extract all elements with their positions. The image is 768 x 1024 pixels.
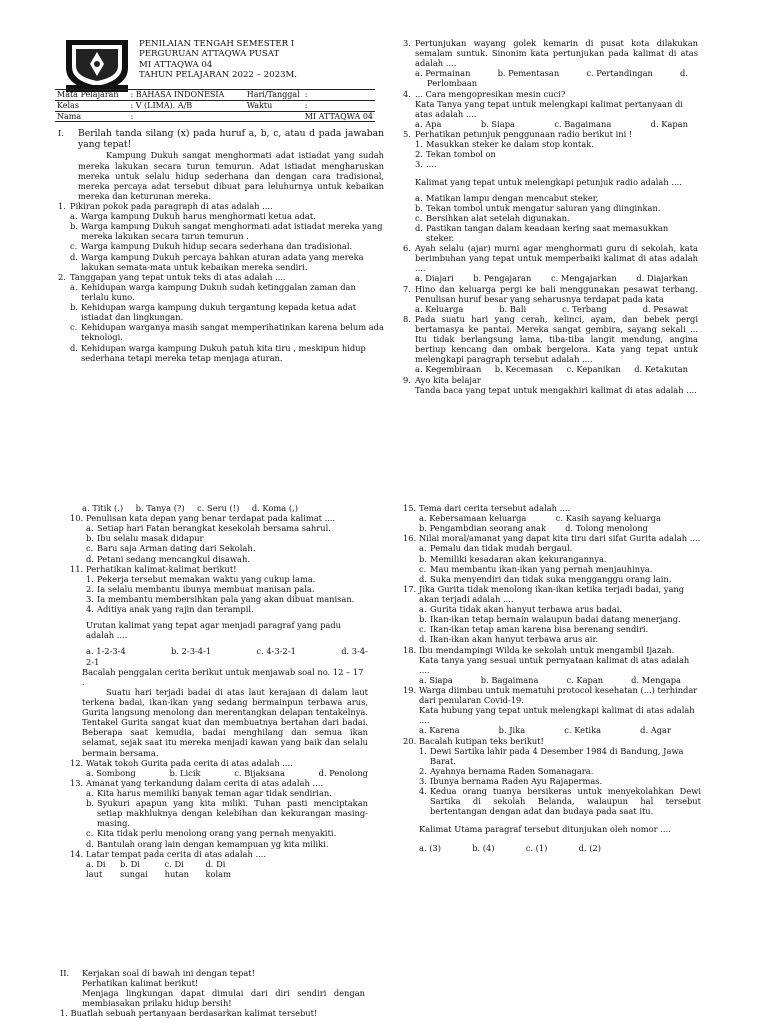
option-text: Warga kampung Dukuh hidup secara sederhana dan tradisional. <box>81 241 353 252</box>
question-5 <box>403 129 698 243</box>
question-text: Ayah selalu (ajar) murni agar menghormati guru di sekolah, kata berimbuhan yang tepat untuk memperbaiki kalimat di atas adalah .... <box>415 243 698 274</box>
option-text: Warga kampung Dukuh percaya bahkan aturan adata yang mereka lakukan semata-mata untuk kebaikan mereka sendiri. <box>81 251 364 272</box>
answer-option[interactable]: 2-1 <box>86 656 100 667</box>
option-letter: b. <box>70 221 78 232</box>
question-number: 10. <box>70 513 84 524</box>
question-number: 11. <box>70 563 84 574</box>
question-number: 20. <box>403 735 417 746</box>
info-value: : V (LIMA). A/B <box>128 100 244 111</box>
answer-option[interactable]: a. Titik (.) <box>82 503 124 513</box>
answer-option[interactable] <box>415 213 698 223</box>
answer-option[interactable] <box>70 252 384 272</box>
option-row <box>86 646 368 656</box>
option-row <box>415 273 698 283</box>
answer-option[interactable] <box>419 634 701 644</box>
question-subtext: Kata tanya yang sesuai untuk pernyataan kalimat di atas adalah .... <box>419 654 690 675</box>
option-text: Mau membantu ikan-ikan yang pernah menjauhinya. <box>430 563 653 574</box>
question-number: 14. <box>70 848 84 859</box>
step-text: Ibunya bernama Raden Ayu Rajapermas. <box>430 775 603 786</box>
question-subtext: Kalimat Utama paragraf tersebut ditunjukan oleh nomor .... <box>419 824 671 835</box>
answer-option[interactable] <box>86 828 368 838</box>
passage-intro: Bacalah penggalan cerita berikut untuk menjawab soal no. 12 – 17 . <box>82 666 364 687</box>
section-instruction: Perhatikan kalimat berikut! <box>82 978 199 989</box>
question-15 <box>403 503 701 533</box>
questions-3-9-column <box>403 38 698 395</box>
question-text: Nilai moral/amanat yang dapat kita tiru dari sifat Gurita adalah .... <box>419 533 701 544</box>
answer-option[interactable]: b. Pementasan <box>497 68 560 79</box>
essay-question-1: 1. Buatlah sebuah pertanyaan berdasarkan kalimat tersebut! <box>60 1008 318 1019</box>
option-row <box>419 843 701 853</box>
question-number: 2. <box>58 271 66 282</box>
question-text: Pikiran pokok pada paragraph di atas adalah .... <box>70 200 273 211</box>
answer-option[interactable]: a. Kegembiraan <box>415 364 482 375</box>
answer-option[interactable]: d. Pesawat <box>642 303 688 314</box>
answer-option[interactable]: c. Kapan <box>566 674 604 685</box>
answer-option[interactable]: a. Diajari <box>415 273 454 284</box>
answer-option[interactable] <box>419 543 701 553</box>
option-text: Bersihkan alat setelah digunakan. <box>426 212 570 223</box>
option-letter: a. <box>86 787 94 798</box>
option-letter: b. <box>419 553 427 564</box>
step-text: .... <box>426 159 437 170</box>
student-info-table <box>55 89 375 122</box>
answer-option[interactable]: d. Agar <box>640 725 671 736</box>
question-subtext: Tanda baca yang tepat untuk mengakhiri kalimat di atas adalah .... <box>415 384 697 395</box>
step-number: 2. <box>86 583 94 594</box>
question-subtext: Urutan kalimat yang tepat agar menjadi paragraf yang padu adalah .... <box>86 620 342 641</box>
answer-option[interactable] <box>86 543 368 553</box>
option-letter: d. <box>419 573 427 584</box>
option-letter: c. <box>70 322 78 333</box>
answer-option[interactable]: b. Bagaimana <box>480 674 539 685</box>
option-letter: a. <box>70 281 78 292</box>
question-text: Pada suatu hari yang cerah, kelinci, ayam, dan bebek pergi bertamasya ke pantai. Mereka sangat gembira, sayang sekali ... Itu tidak berlangsung lama, tiba-tiba langit mendung, angina bertiup kencang dan ombak bergelora. Kata yang tepat untuk melengkapi paragraph tersebut adalah .... <box>415 313 698 365</box>
answer-option[interactable]: b. Pengajaran <box>473 273 532 284</box>
option-letter: c. <box>70 241 78 252</box>
reading-passage: Kampung Dukuh sangat menghormati adat istiadat yang sudah mereka lakukan secara turun temurun. Adat istiadat mengharuskan mereka untuk selalu hidup sederhana dan dengan cara tradisional, mereka percaya adat tersebut dibuat para leluhurnya untuk kebaikan mereka dan keturunan mereka. <box>78 150 384 201</box>
answer-option[interactable] <box>70 282 384 302</box>
answer-option[interactable] <box>415 203 698 213</box>
option-letter: d. <box>415 222 423 233</box>
answer-option[interactable]: b. Siapa <box>480 118 515 129</box>
answer-option[interactable]: Perlombaan <box>427 78 478 89</box>
question-number: 18. <box>403 644 417 655</box>
info-label: Waktu <box>245 100 303 111</box>
question-text: Bacalah kutipan teks berikut! <box>419 735 544 746</box>
option-text: Ikan-ikan tetap bernain walaupun badai datang menerjang. <box>430 614 681 625</box>
answer-option[interactable]: a. Siapa <box>419 674 453 685</box>
answer-option[interactable]: d. Koma (,) <box>251 503 298 513</box>
option-letter: d. <box>86 838 94 849</box>
question-number: 16. <box>403 533 417 544</box>
question-4 <box>403 89 698 129</box>
option-text: Tekan tombol untuk mengatur saluran yang diinginkan. <box>426 202 661 213</box>
step-item <box>419 746 701 766</box>
option-letter: c. <box>86 828 94 839</box>
question-20 <box>403 736 701 853</box>
answer-option[interactable]: d. (2) <box>578 842 601 853</box>
step-number: 4. <box>419 786 427 797</box>
step-text: Ayahnya bernama Raden Somanagara. <box>430 765 594 776</box>
step-text: Tekan tombol on <box>426 149 496 160</box>
step-number: 1. <box>415 139 423 150</box>
option-text: Setiap hari Fatan berangkat kesekolah bersama sahrul. <box>97 523 331 534</box>
info-value: : BAHASA INDONESIA <box>128 90 244 101</box>
option-text: Suka menyendiri dan tidak suka mengganggu orang lain. <box>430 573 672 584</box>
option-text: Ibu selalu masak didapur <box>97 533 204 544</box>
option-letter: a. <box>419 604 427 615</box>
answer-option[interactable]: c. Ketika <box>564 725 602 736</box>
question-9 <box>403 375 698 395</box>
option-text: Ikan-ikan akan hanyut terbawa arus air. <box>430 634 599 645</box>
step-item <box>419 766 701 776</box>
answer-option[interactable] <box>70 343 384 363</box>
answer-option[interactable]: c. Di hutan <box>164 858 189 879</box>
step-number: 3. <box>86 593 94 604</box>
answer-option[interactable]: d. Mengapa <box>631 674 681 685</box>
questions-15-20-column <box>403 503 701 853</box>
answer-option[interactable]: c. Bagaimana <box>554 118 612 129</box>
option-letter: a. <box>70 211 78 222</box>
step-item <box>415 149 698 159</box>
option-letter: b. <box>419 614 427 625</box>
answer-option[interactable] <box>86 523 368 533</box>
question-text: Ayo kita belajar <box>415 374 481 385</box>
option-text: Warga kampung Dukuh harus menghormati ketua adat. <box>81 211 316 222</box>
section-number: II. <box>60 968 70 978</box>
answer-option[interactable]: c. Mengajarkan <box>550 273 617 284</box>
option-row <box>415 364 698 374</box>
answer-option[interactable] <box>419 564 701 574</box>
answer-option[interactable]: c. Seru (!) <box>197 503 240 513</box>
option-letter: a. <box>419 543 427 554</box>
answer-option[interactable] <box>419 624 701 634</box>
question-text: Tema dari cerita tersebut adalah .... <box>419 503 571 513</box>
answer-option[interactable]: c. Bijaksana <box>234 767 285 778</box>
question-10 <box>70 513 368 564</box>
answer-option[interactable] <box>419 554 701 564</box>
step-item <box>86 584 368 594</box>
option-text: Gurita tidak akan hanyut terbawa arus badai. <box>430 604 623 615</box>
question-11 <box>70 564 368 667</box>
option-text: Kehidupan warganya masih sangat memperihatinkan karena belum ada teknologi. <box>81 322 384 343</box>
question-text: Perhatikan kalimat-kalimat berikut! <box>86 563 237 574</box>
answer-option[interactable]: b. Licik <box>169 767 201 778</box>
question-3 <box>403 38 698 89</box>
question-1 <box>58 201 384 272</box>
answer-option[interactable]: b. Kecemasan <box>494 364 554 375</box>
answer-option[interactable]: d. <box>680 68 688 79</box>
question-17 <box>403 584 701 645</box>
question-number: 1. <box>58 200 66 211</box>
option-text: Kehidupan warga kampung Dukuh sudah ketinggalan zaman dan terlalu kuno. <box>81 281 356 302</box>
step-text: Pekerja tersebut memakan waktu yang cukup lama. <box>97 573 316 584</box>
step-number: 3. <box>419 775 427 786</box>
header-line-3: MI ATTAQWA 04 <box>139 59 213 70</box>
question-text: Penulisan kata depan yang benar terdapat pada kalimat .... <box>86 513 336 524</box>
info-value: MI ATTAQWA 04 <box>304 111 373 121</box>
step-text: Kedua orang tuanya bersikeras untuk menyekolahkan Dewi Sartika di sekolah Belanda, walaupun hal tersebut bertentangan dengan adat dan budaya pada saat itu. <box>430 786 701 817</box>
question-text: Latar tempat pada cerita di atas adalah .... <box>86 848 266 859</box>
answer-option[interactable] <box>70 221 384 241</box>
quoted-sentence: Menjaga lingkungan dapat dimulai dari diri sendiri dengan membiasakan prilaku hidup bersih! <box>82 988 365 1009</box>
option-letter: d. <box>86 553 94 564</box>
option-text: Memiliki kesadaran akan kekurangannya. <box>430 553 607 564</box>
step-item <box>415 159 698 169</box>
option-text: Kita harus memiliki banyak teman agar tidak sendirian. <box>97 787 332 798</box>
question-18 <box>403 645 701 685</box>
option-text: Matikan lampu dengan mencabut steker, <box>426 192 599 203</box>
answer-option[interactable] <box>70 241 384 251</box>
answer-option[interactable]: a. Kebersamaan keluarga <box>419 513 527 524</box>
answer-option[interactable]: c. Kasih sayang keluarga <box>555 513 661 524</box>
option-text: Kehidupan warga kampung Dukuh patuh kita tiru , meskipun hidup sederhana tetapi mereka tetap menjaga aturan. <box>81 342 366 363</box>
question-number: 17. <box>403 583 417 594</box>
section-2-heading <box>60 968 365 1008</box>
question-number: 6. <box>403 243 411 254</box>
answer-option[interactable]: a. Karena <box>419 725 460 736</box>
question-7 <box>403 284 698 314</box>
option-text: Baru saja Arman dating dari Sekolah. <box>97 543 256 554</box>
info-value: : <box>303 90 375 101</box>
option-letter: c. <box>415 212 423 223</box>
section-2 <box>60 968 365 1019</box>
info-label: Kelas <box>55 100 128 111</box>
answer-option[interactable]: c. Terbang <box>562 303 607 314</box>
option-text: Pemalu dan tidak mudah bergaul. <box>430 543 573 554</box>
answer-option[interactable]: d. Diajarkan <box>636 273 688 284</box>
section-instruction: Berilah tanda silang (x) pada huruf a, b, c, atau d pada jawaban yang tepat! <box>78 128 384 151</box>
option-text: Bantulah orang lain dengan kemampuan yg kita miliki. <box>97 838 329 849</box>
step-text: Ia selalu membantu ibunya membuat manisan pala. <box>97 583 315 594</box>
school-emblem-icon <box>62 38 132 94</box>
exam-header <box>139 39 297 81</box>
answer-option[interactable] <box>70 211 384 221</box>
question-2 <box>58 272 384 363</box>
option-text: Warga kampung Dukuh sangat menghormati adat istiadat mereka yang mereka lakukan secara turun temurun . <box>81 221 383 242</box>
answer-option[interactable] <box>419 614 701 624</box>
answer-option[interactable]: a. Apa <box>415 118 442 129</box>
answer-option[interactable]: b. Pengambdian seorang anak <box>419 523 547 534</box>
question-number: 3. <box>403 38 411 48</box>
question-text: Ibu mendampingi Wilda ke sekolah untuk mengambil Ijazah. <box>419 644 675 655</box>
question-number: 12. <box>70 757 84 768</box>
question-14 <box>70 849 368 879</box>
question-number: 13. <box>70 777 84 788</box>
answer-option[interactable]: a. Permainan <box>415 68 471 79</box>
question-16 <box>403 533 701 584</box>
info-label: Nama <box>55 111 128 122</box>
questions-9-14-column <box>70 503 368 879</box>
question-number: 5. <box>403 128 411 139</box>
step-text: Dewi Sartika lahir pada 4 Desember 1984 di Bandung, Jawa Barat. <box>430 745 684 766</box>
option-letter: b. <box>86 533 94 544</box>
option-letter: b. <box>415 202 423 213</box>
step-text: Aditiya anak yang rajin dan terampil. <box>97 604 254 615</box>
answer-option[interactable]: c. (1) <box>525 842 548 853</box>
header-line-2: PERGURUAN ATTAQWA PUSAT <box>139 49 280 60</box>
answer-option[interactable]: a. Di laut <box>86 858 106 879</box>
question-text: Tanggapan yang tepat untuk teks di atas adalah .... <box>70 271 286 282</box>
option-row <box>419 675 701 685</box>
answer-option[interactable]: b. 2-3-4-1 <box>171 646 212 657</box>
answer-option[interactable]: b. (4) <box>472 842 495 853</box>
answer-option[interactable]: c. Pertandingan <box>586 68 653 79</box>
step-number: 2. <box>419 765 427 776</box>
step-item <box>415 139 698 149</box>
question-text: Warga diimbau untuk mematuhi protocol kesehatan (...) terhindar dari penularan Covid-19. <box>419 684 698 706</box>
option-text: Petani sedang mencangkul disawah. <box>97 553 250 564</box>
info-label: Hari/Tanggal <box>245 90 303 101</box>
option-row <box>86 768 368 778</box>
question-text: ... Cara mengopresikan mesin cuci? <box>415 88 566 99</box>
step-number: 1. <box>419 745 427 756</box>
question-subtext: Kalimat yang tepat untuk melengkapi petunjuk radio adalah .... <box>415 177 682 188</box>
answer-option[interactable] <box>415 223 698 243</box>
question-text: Hino dan keluarga pergi ke bali menggunakan pesawat terbang. Penulisan huruf besar yang seharusnya terdapat pada kata <box>415 283 698 304</box>
section-instruction: Kerjakan soal di bawah ini dengan tepat! <box>82 968 255 978</box>
option-row <box>419 725 701 735</box>
answer-option[interactable]: d. Ketakutan <box>634 364 688 375</box>
step-text: Masukkan steker ke dalam stop kontak. <box>426 139 594 150</box>
option-row <box>415 119 698 129</box>
option-row <box>415 68 698 78</box>
option-letter: d. <box>70 342 78 353</box>
question-number: 9. <box>403 374 411 385</box>
answer-option[interactable]: d. Di kolam <box>205 858 231 879</box>
answer-option[interactable]: b. Tanya (?) <box>135 503 185 513</box>
section-1-heading <box>58 128 384 150</box>
info-row <box>55 100 375 111</box>
option-letter: c. <box>419 624 427 635</box>
answer-option[interactable] <box>70 322 384 342</box>
question-text: Jika Gurita tidak menolong ikan-ikan ketika terjadi badai, yang akan terjadi adalah .... <box>419 583 685 604</box>
answer-option[interactable]: b. Jika <box>498 725 526 736</box>
step-item <box>86 574 368 584</box>
step-number: 1. <box>86 573 94 584</box>
option-text: Pastikan tangan dalam keadaan kering saat memasukkan steker. <box>426 222 669 243</box>
option-letter: b. <box>86 798 94 809</box>
answer-option[interactable] <box>86 788 368 798</box>
answer-option[interactable] <box>86 554 368 564</box>
option-row <box>419 513 701 523</box>
answer-option[interactable] <box>86 533 368 543</box>
answer-option[interactable] <box>86 839 368 849</box>
info-value: : <box>128 111 244 122</box>
step-item <box>86 604 368 614</box>
step-number: 3. <box>415 159 423 170</box>
answer-option[interactable]: a. Keluarga <box>415 303 464 314</box>
question-text: Perhatikan petunjuk penggunaan radio berikut ini ! <box>415 128 633 139</box>
step-item <box>419 776 701 786</box>
option-text: Kita tidak perlu menolong orang yang pernah menyakiti. <box>97 828 337 839</box>
option-text: Ikan-ikan tetap aman karena bisa berenang sendiri. <box>430 624 649 635</box>
answer-option[interactable]: c. Kepanikan <box>566 364 621 375</box>
question-9-options <box>70 503 368 513</box>
info-label: Mata Pelajaran <box>55 90 128 101</box>
answer-option[interactable]: a. (3) <box>419 842 441 853</box>
question-number: 19. <box>403 684 417 695</box>
step-text: Ia membantu membersihkan pala yang akan dibuat manisan. <box>97 593 355 604</box>
question-12 <box>70 758 368 778</box>
step-item <box>86 594 368 604</box>
header-line-1: PENILAIAN TENGAH SEMESTER I <box>139 39 295 49</box>
info-value: : <box>303 100 375 111</box>
reading-passage: Suatu hari terjadi badai di atas laut kerajaan di dalam laut terkena badai, ikan-ikan yang sedang bermainpun terbawa arus, Gurita langsung menolong dan merentangkan delapan tentakelnya. Tentakel Gurita sangat kuat dan membuatnya bertahan dari badai. Beberapa saat kemudia, badai menghilang dan semua ikan selamat, sejak saat itu mereka menjadi kawan yang baik dan selalu bermain bersama. <box>82 686 368 758</box>
option-letter: a. <box>415 192 423 203</box>
answer-option[interactable]: d. Penolong <box>318 767 368 778</box>
answer-option[interactable] <box>415 193 698 203</box>
info-row <box>55 111 375 122</box>
option-letter: d. <box>70 251 78 262</box>
answer-option[interactable]: d. Kapan <box>650 118 688 129</box>
question-13 <box>70 778 368 849</box>
info-row <box>55 90 375 101</box>
option-letter: a. <box>86 523 94 534</box>
answer-option[interactable]: a. 1-2-3-4 <box>86 646 126 657</box>
step-number: 4. <box>86 604 94 615</box>
answer-option[interactable]: b. Di sungai <box>120 858 148 879</box>
answer-option[interactable]: d. Tolong menolong <box>565 523 648 534</box>
question-subtext: Kata Tanya yang tepat untuk melengkapi kalimat pertanyaan di atas adalah .... <box>415 98 683 119</box>
question-number: 4. <box>403 88 411 99</box>
option-row <box>86 859 368 879</box>
section-1-column <box>58 128 384 363</box>
step-item <box>419 786 701 816</box>
question-number: 8. <box>403 313 411 324</box>
info-label <box>245 111 303 122</box>
question-number: 15. <box>403 503 417 513</box>
header-line-4: TAHUN PELAJARAN 2022 – 2023M. <box>139 70 298 81</box>
option-row <box>415 304 698 314</box>
section-number: I. <box>58 128 64 138</box>
answer-option[interactable] <box>419 604 701 614</box>
question-number: 7. <box>403 283 411 294</box>
question-subtext: Kata hubung yang tepat untuk melengkapi kalimat di atas adalah .... <box>419 705 695 726</box>
answer-option[interactable]: b. Bali <box>499 303 527 314</box>
question-19 <box>403 685 701 736</box>
option-letter: c. <box>86 543 94 554</box>
question-8 <box>403 314 698 375</box>
option-text: Syukuri apapun yang kita miliki. Tuhan pasti menciptakan setiap makhluknya dengan kelebihan dan kekurangan masing-masing. <box>97 798 368 829</box>
question-text: Watak tokoh Gurita pada cerita di atas adalah .... <box>86 757 293 768</box>
answer-option[interactable]: c. 4-3-2-1 <box>256 646 296 657</box>
option-letter: d. <box>419 634 427 645</box>
option-letter: b. <box>70 302 78 313</box>
answer-option[interactable]: d. 3-4- <box>341 646 368 657</box>
answer-option[interactable] <box>70 302 384 322</box>
option-letter: c. <box>419 563 427 574</box>
question-6 <box>403 243 698 283</box>
question-text: Pertunjukan wayang golek kemarin di pusat kota dilakukan semalam suntuk. Sinonim kata pertunjukan pada kalimat di atas adalah .... <box>415 38 698 69</box>
question-text: Amanat yang terkandung dalam cerita di atas adalah .... <box>86 777 323 788</box>
option-text: Kehidupan warga kampung dukuh tergantung kepada ketua adat istiadat dan lingkungan. <box>81 302 357 323</box>
answer-option[interactable]: a. Sombong <box>86 767 136 778</box>
answer-option[interactable] <box>419 574 701 584</box>
option-row <box>419 523 701 533</box>
answer-option[interactable] <box>86 798 368 828</box>
step-number: 2. <box>415 149 423 160</box>
